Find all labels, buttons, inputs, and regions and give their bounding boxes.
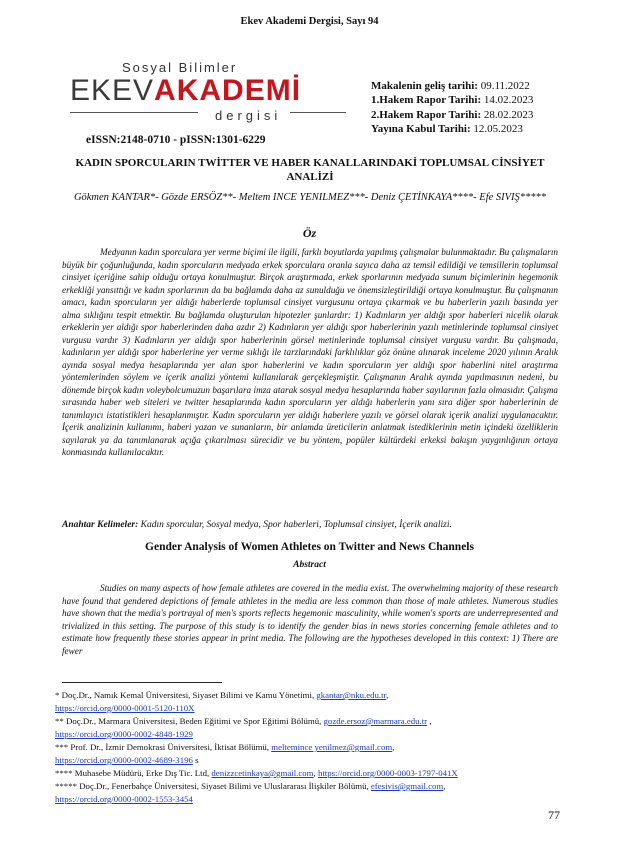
footnote [55,767,575,780]
footnote-sep: , [427,716,432,726]
date-label: 1.Hakem Rapor Tarihi: [371,94,482,107]
abstract-heading: Abstract [293,560,326,570]
footnote-text: ***** Doç.Dr., Fenerbahçe Üniversitesi, Siyaset Bilimi ve Uluslararası İlişkiler Bölümü, [55,781,371,791]
footnote-text: * Doç.Dr., Namık Kemal Üniversitesi, Siyaset Bilimi ve Kamu Yönetimi, [55,690,317,700]
footnote-orcid-link[interactable]: https://orcid.org/0000-0003-1797-041X [317,768,458,778]
footnote-tail: s [192,755,199,765]
footnote-sep: , [443,781,446,791]
footnote-orcid-link[interactable]: https://orcid.org/0000-0001-5120-110X [55,703,195,713]
footnote [55,780,575,806]
date-row [371,93,533,107]
page-number: 77 [548,808,560,822]
footnote-text: *** Prof. Dr., İzmir Demokrasi Üniversitesi, İktisat Bölümü, [55,742,272,752]
logo-top-text: Sosyal Bilimler [122,60,238,75]
footnote-email-link[interactable]: denizzcetinkaya@gmail.com [211,768,314,778]
footnote-text: **** Muhasebe Müdürü, Erke Dış Tic. Ltd, [55,768,212,778]
footnote-email-link[interactable]: efesivis@gmail.com [370,781,444,791]
date-label: 2.Hakem Rapor Tarihi: [371,108,482,121]
date-label: Makalenin geliş tarihi: [371,80,478,92]
footnote-text: ** Doç.Dr., Marmara Üniversitesi, Beden Eğitimi ve Spor Eğitimi Bölümü, [55,716,324,726]
running-head: Ekev Akademi Dergisi, Sayı 94 [240,16,379,27]
keywords-label: Anahtar Kelimeler: [62,520,139,530]
footnote-email-link[interactable]: meltemince yenilmez@gmail.com [271,742,393,752]
footnote-orcid-link[interactable]: https://orcid.org/0000-0002-4848-1929 [55,729,193,739]
date-value: 12.05.2023 [470,122,523,135]
footnote-orcid-link[interactable]: https://orcid.org/0000-0002-1553-3454 [55,794,193,804]
logo-rule-right [290,112,346,113]
footnote-sep: , [392,742,395,752]
footnote-sep: , [313,768,318,778]
keywords [62,520,558,530]
issn: eISSN:2148-0710 - pISSN:1301-6229 [86,134,266,146]
abstract-text: Studies on many aspects of how female athletes are covered in the media exist. The overwhelming majority of these research have found that gendered depictions of female athletes in the media are less common than those of male athletes. Numerous studies have shown that the media's portrayal of men's sports reflects hegemonic masculinity, while women's sports are underrepresented and trivialized in this setting. The purpose of this study is to identify the gender bias in news stories concerning female athletes and to estimate how frequently these stories appear in print media. The following are the hypotheses developed in this context: 1) There are fewer [62,583,558,656]
author-list: Gökmen KANTAR*- Gözde ERSÖZ**- Meltem INCE YENILMEZ***- Deniz ÇETİNKAYA****- Efe SIVIŞ***** [73,192,547,203]
date-row [371,122,533,136]
logo-rule-left [70,112,198,113]
article-dates [371,79,533,136]
footnotes [55,689,575,806]
english-title: Gender Analysis of Women Athletes on Twitter and News Channels [145,541,474,553]
oz-heading: Öz [302,226,317,240]
footnote [55,715,575,741]
date-value: 14.02.2023 [481,94,534,107]
keywords-list: Kadın sporcular, Sosyal medya, Spor haberleri, Toplumsal cinsiyet, İçerik analizi. [138,520,452,530]
oz-text: Medyanın kadın sporculara yer verme biçimi ile ilgili, farklı boyutlarda yapılmış çalışmalar bulunmaktadır. Bu çalışmaların büyük bir çoğunluğunda, kadın sporcuların medyada erkek sporculara oranla sayıca daha az temsil edildiği ve temsillerin toplumsal cinsiyet içeriğine sahip olduğu ortaya konulmuştur. Birçok araştırmada, erkek sporlarının medyada sunum biçimlerinin hegemonik erkekliği yansıttığı ve kadın sporlarının da bu bağlamda daha az sunulduğu ve önemsizleştirildiği ortaya konulmuştur. Bu çalışmanın amacı, kadın sporcuların yer aldığı haberlerde toplumsal cinsiyet vurgusunu ortaya çıkarmak ve bu haberlerin yazılı basında yer alma sıklığını tespit etmektir. Bu bağlamda oluşturulan hipotezler şunlardır: 1) Kadınların yer aldığı spor haberleri nicelik olarak erkeklerin yer aldığı spor haberlerinden daha azdır 2) Kadınların yer aldığı spor haberlerinin yazılı metinlerinde toplumsal cinsiyet vurgusu vardır 3) Kadınların yer aldığı spor haberlerinin görsel metinlerinde toplumsal cinsiyet vurgusu vardır. Bu çalışmada, kadınların yer aldığı spor haberlerine yer verme sıklığı ile tarzlarındaki farklılıklar göz önüne alınarak inceleme 2020 yılının Aralık ayında sosyal medya hesaplarında yer alan spor haberlerini ve kadın sporcuların yer aldığı spor haberlini nitel araştırma yöntemlerinden söylem ve içerik analizi yöntemi kullanılarak gerçekleşmiştir. Çalışmanın Aralık ayında yapılmasının nedeni, bu dönemde birçok kadın voleybolcumuzun başarılara imza atarak sosyal medya hesaplarında haber sayılarının fazla olmasıdır. Çalışma sırasında haber web siteleri ve twitter hesaplarında kadın sporcuların yer aldığı haberlerin yanı sıra diğer spor haberlerinin de tanımlayıcı istatistikleri hesaplanmıştır. Kadın sporcuların yer aldığı haberlere yazılı ve görsel olarak içerik analizi uygulanacaktır. İçerik analizinin kullanımı, haberi yazan ve sunanların, bir anlamda üreticilerin anlatmak istediklerinin metin içindeki özelliklerin sayılarak ya da tanımlanarak açığa çıkarılması sürecidir ve bu yöntem, popüler kültürdeki erkeksi bakışın yaygınlığının ortaya konmasında kullanılacaktır. [62,247,558,457]
date-value: 28.02.2023 [481,108,534,121]
article-title: KADIN SPORCULARIN TWİTTER VE HABER KANALLARINDAKİ TOPLUMSAL CİNSİYET ANALİZİ [75,157,545,183]
logo-sub-text: dergisi [215,108,282,123]
logo-ekev: EKEV [70,74,155,107]
date-row [371,79,533,93]
logo-wordmark [70,74,301,108]
footnote [55,741,575,767]
date-label: Yayına Kabul Tarihi: [371,122,471,135]
footnote-email-link[interactable]: gozde.ersoz@marmara.edu.tr [323,716,428,726]
footnote-sep: , [386,690,389,700]
date-value: 09.11.2022 [477,80,530,92]
footnote-orcid-link[interactable]: https://orcid.org/0000-0002-4689-3196 [55,755,193,765]
date-row [371,108,533,122]
footnote-email-link[interactable]: gkantar@nku.edu.tr [316,690,387,700]
logo-akademi: AKADEMİ [154,74,302,107]
footnote-divider [62,682,222,683]
footnote [55,689,575,715]
